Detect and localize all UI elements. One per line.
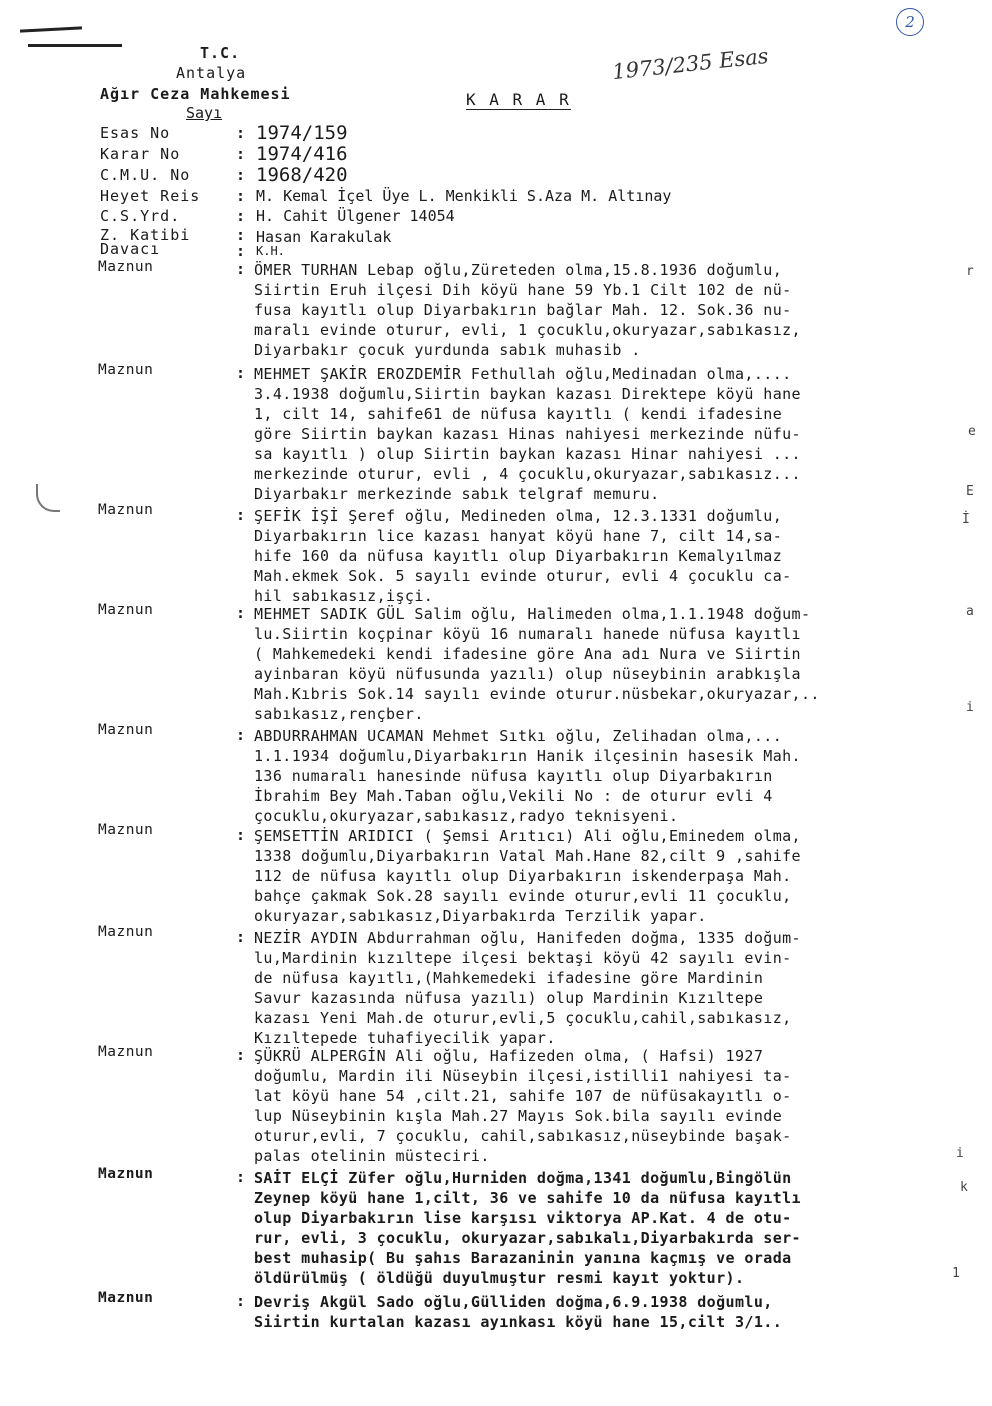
entry-text-line: bahçe çakmak Sok.28 sayılı evinde oturur,evli 11 çocuklu, [254, 887, 792, 905]
defendant-entry [254, 506, 962, 606]
entry-label: Maznun [98, 602, 154, 618]
entry-label: Maznun [98, 1044, 154, 1060]
entry-text-line: ABDURRAHMAN UCAMAN Mehmet Sıtkı oğlu, Zelihadan olma,... [254, 727, 783, 745]
margin-mark: k [960, 1180, 968, 1195]
entry-text-line: ŞEFİK İŞİ Şeref oğlu, Medineden olma, 12.3.1331 doğumlu, [254, 507, 783, 525]
page-number-circle [896, 8, 924, 36]
entry-text-line: ayinbaran köyü nüfusunda yazılı) olup nüseybinin arabkışla [254, 665, 801, 683]
entry-text-line: lat köyü hane 54 ,cilt.21, sahife 107 de nüfüsakayıtlı o- [254, 1087, 792, 1105]
entry-label: Maznun [98, 502, 154, 518]
entry-text-line: Mah.ekmek Sok. 5 sayılı evinde oturur, evli 4 çocuklu ca- [254, 567, 792, 585]
entry-text-line: 112 de nüfusa kayıtlı olup Diyarbakırın iskenderpaşa Mah. [254, 867, 792, 885]
meta-label-heyet: Heyet Reis [100, 187, 201, 205]
entry-label: Maznun [98, 924, 154, 940]
entry-colon: : [236, 1168, 246, 1186]
margin-mark: 1 [952, 1266, 960, 1281]
entry-text-line: göre Siirtin baykan kazası Hinas nahiyesi merkezinde nüfu- [254, 425, 801, 443]
entry-text-line: hife 160 da nüfusa kayıtlı olup Diyarbakırın Kemalyılmaz [254, 547, 783, 565]
entry-colon: : [236, 364, 246, 382]
entry-text-line: sabıkasız,rençber. [254, 705, 424, 723]
entry-text-line: olup Diyarbakırın lise karşısı viktorya AP.Kat. 4 de otu- [254, 1209, 792, 1227]
entry-text-line: lu,Mardinin kızıltepe ilçesi bektaşi köyü 42 sayılı evin- [254, 949, 792, 967]
entry-text-line: palas otelinin müsteciri. [254, 1147, 490, 1165]
entry-text-line: MEHMET SADIK GÜL Salim oğlu, Halimeden olma,1.1.1948 doğum- [254, 605, 811, 623]
top-left-underline [28, 44, 122, 47]
meta-value-karar: 1974/416 [256, 143, 348, 165]
top-left-scratch [20, 26, 82, 32]
entry-text-line: 1.1.1934 doğumlu,Diyarbakırın Hanik ilçesinin hasesik Mah. [254, 747, 801, 765]
entry-colon: : [236, 928, 246, 946]
meta-label-katip: Z. Katibi [100, 226, 191, 244]
entry-text-line: de nüfusa kayıtlı,(Mahkemedeki ifadesine göre Mardinin [254, 969, 764, 987]
defendant-entry [254, 928, 962, 1048]
defendant-entry [254, 260, 962, 360]
meta-value-katip: Hasan Karakulak [256, 228, 392, 246]
entry-label: Maznun [98, 1290, 154, 1306]
entry-text-line: ÖMER TURHAN Lebap oğlu,Züreteden olma,15.8.1936 doğumlu, [254, 261, 783, 279]
entry-text-line: lup Nüseybinin kışla Mah.27 Mayıs Sok.bila sayılı evinde [254, 1107, 783, 1125]
margin-mark: E [966, 484, 974, 499]
meta-value-csyrd: H. Cahit Ülgener 14054 [256, 207, 455, 225]
meta-value-heyet: M. Kemal İçel Üye L. Menkikli S.Aza M. Altınay [256, 187, 672, 205]
entry-text-line: 1, cilt 14, sahife61 de nüfusa kayıtlı ( kendi ifadesine [254, 405, 783, 423]
entry-colon: : [236, 260, 246, 278]
entry-text-line: ŞEMSETTİN ARIDICI ( Şemsi Arıtıcı) Ali oğlu,Eminedem olma, [254, 827, 801, 845]
meta-colon: : [236, 166, 246, 184]
entry-text-line: Siirtin Eruh ilçesi Dih köyü hane 59 Yb.1 Cilt 102 de nü- [254, 281, 792, 299]
meta-colon: : [236, 187, 246, 205]
entry-text-line: doğumlu, Mardin ili Nüseybin ilçesi,istilli1 nahiyesi ta- [254, 1067, 792, 1085]
entry-text-line: sa kayıtlı ) olup Siirtin baykan kazası Hinar nahiyesi ... [254, 445, 801, 463]
entry-text-line: ŞÜKRÜ ALPERGİN Ali oğlu, Hafizeden olma, ( Hafsi) 1927 [254, 1047, 764, 1065]
margin-mark: e [968, 424, 976, 439]
defendant-entry [254, 726, 962, 826]
entry-label: Maznun [98, 822, 154, 838]
meta-value-cmu: 1968/420 [256, 164, 348, 186]
entry-label: Maznun [98, 1166, 154, 1182]
entry-colon: : [236, 726, 246, 744]
margin-mark: İ [962, 512, 970, 527]
meta-colon: : [236, 226, 246, 244]
defendant-entry [254, 1168, 962, 1288]
defendant-entry [254, 1046, 962, 1166]
entry-colon: : [236, 604, 246, 622]
meta-colon: : [236, 207, 246, 225]
header-city: Antalya [176, 64, 247, 82]
entry-text-line: lu.Siirtin koçpinar köyü 16 numaralı hanede nüfusa kayıtlı [254, 625, 801, 643]
entry-text-line: Diyarbakırın lice kazası hanyat köyü hane 7, cilt 14,sa- [254, 527, 783, 545]
document-type-title: K A R A R [466, 90, 571, 109]
entry-text-line: İbrahim Bey Mah.Taban oğlu,Vekili No : de oturur evli 4 [254, 787, 773, 805]
entry-text-line: Diyarbakır merkezinde sabık telgraf memuru. [254, 485, 660, 503]
entry-text-line: öldürülmüş ( öldüğü duyulmuştur resmi kayıt yoktur). [254, 1269, 745, 1287]
entry-text-line: SAİT ELÇİ Züfer oğlu,Hurniden doğma,1341 doğumlu,Bingölün [254, 1169, 792, 1187]
defendant-entry [254, 826, 962, 926]
entry-colon: : [236, 1292, 246, 1310]
entry-text-line: 3.4.1938 doğumlu,Siirtin baykan kazası Direktepe köyü hane [254, 385, 801, 403]
margin-mark: i [956, 1146, 964, 1161]
entry-text-line: hil sabıkasız,işçi. [254, 587, 434, 605]
entry-colon: : [236, 506, 246, 524]
entry-text-line: ( Mahkemedeki kendi ifadesine göre Ana adı Nura ve Siirtin [254, 645, 801, 663]
entry-text-line: oturur,evli, 7 çocuklu, cahil,sabıkasız,nüseybinde başak- [254, 1127, 792, 1145]
entry-text-line: 1338 doğumlu,Diyarbakırın Vatal Mah.Hane 82,cilt 9 ,sahife [254, 847, 801, 865]
meta-colon: : [236, 145, 246, 163]
entry-colon: : [236, 826, 246, 844]
defendant-entry [254, 364, 962, 504]
entry-text-line: rur, evli, 3 çocuklu, okuryazar,sabıkalı,Diyarbakırda ser- [254, 1229, 801, 1247]
meta-value-esas: 1974/159 [256, 122, 348, 144]
meta-colon: : [236, 124, 246, 142]
meta-label-davaci: Davacı [100, 240, 161, 258]
entry-text-line: 136 numaralı hanesinde nüfusa kayıtlı olup Diyarbakırın [254, 767, 773, 785]
page-number: 2 [905, 13, 915, 31]
entry-text-line: Mah.Kıbris Sok.14 sayılı evinde oturur.nüsbekar,okuryazar,.. [254, 685, 820, 703]
entry-text-line: çocuklu,okuryazar,sabıkasız,radyo teknisyeni. [254, 807, 679, 825]
margin-mark: a [966, 604, 974, 619]
defendant-entry [254, 1292, 962, 1332]
entry-text-line: Zeynep köyü hane 1,cilt, 36 ve sahife 10 da nüfusa kayıtlı [254, 1189, 801, 1207]
handwritten-reference: 1973/235 Esas [611, 43, 770, 85]
entry-text-line: MEHMET ŞAKİR EROZDEMİR Fethullah oğlu,Medinadan olma,.... [254, 365, 792, 383]
entry-text-line: best muhasip( Bu şahıs Barazaninin yanına kaçmış ve orada [254, 1249, 792, 1267]
entry-text-line: Siirtin kurtalan kazası ayınkası köyü hane 15,cilt 3/1.. [254, 1313, 783, 1331]
defendant-entry [254, 604, 962, 724]
entry-text-line: kazası Yeni Mah.de oturur,evli,5 çocuklu,cahil,sabıkasız, [254, 1009, 792, 1027]
punch-hole-mark [36, 484, 60, 512]
entry-label: Maznun [98, 362, 154, 378]
entry-text-line: Kızıltepede tuhafiyecilik yapar. [254, 1029, 556, 1047]
entry-text-line: Savur kazasında nüfusa yazılı) olup Mardinin Kızıltepe [254, 989, 764, 1007]
entry-text-line: NEZİR AYDIN Abdurrahman oğlu, Hanifeden doğma, 1335 doğum- [254, 929, 801, 947]
header-court: Ağır Ceza Mahkemesi [100, 85, 291, 103]
meta-label-csyrd: C.S.Yrd. [100, 207, 181, 225]
meta-label-esas: Esas No [100, 124, 171, 142]
entry-text-line: Devriş Akgül Sado oğlu,Gülliden doğma,6.9.1938 doğumlu, [254, 1293, 773, 1311]
margin-mark: i [966, 700, 974, 715]
entry-text-line: maralı evinde oturur, evli, 1 çocuklu,okuryazar,sabıkasız, [254, 321, 801, 339]
entry-colon: : [236, 1046, 246, 1064]
entry-text-line: fusa kayıtlı olup Diyarbakırın bağlar Mah. 12. Sok.36 nu- [254, 301, 792, 319]
margin-mark: r [966, 264, 974, 279]
entry-text-line: okuryazar,sabıkasız,Diyarbakırda Terzilik yapar. [254, 907, 707, 925]
meta-label-karar: Karar No [100, 145, 181, 163]
header-tc: T.C. [200, 44, 241, 62]
meta-value-davaci: K.H. [256, 244, 285, 258]
entry-label: Maznun [98, 722, 154, 738]
entry-text-line: merkezinde oturur, evli , 4 çocuklu,okuryazar,sabıkasız... [254, 465, 801, 483]
header-sayi: Sayı [186, 104, 223, 122]
meta-label-cmu: C.M.U. No [100, 166, 191, 184]
entry-label: Maznun [98, 259, 154, 275]
entry-text-line: Diyarbakır çocuk yurdunda sabık muhasib . [254, 341, 641, 359]
meta-colon: : [236, 242, 246, 260]
